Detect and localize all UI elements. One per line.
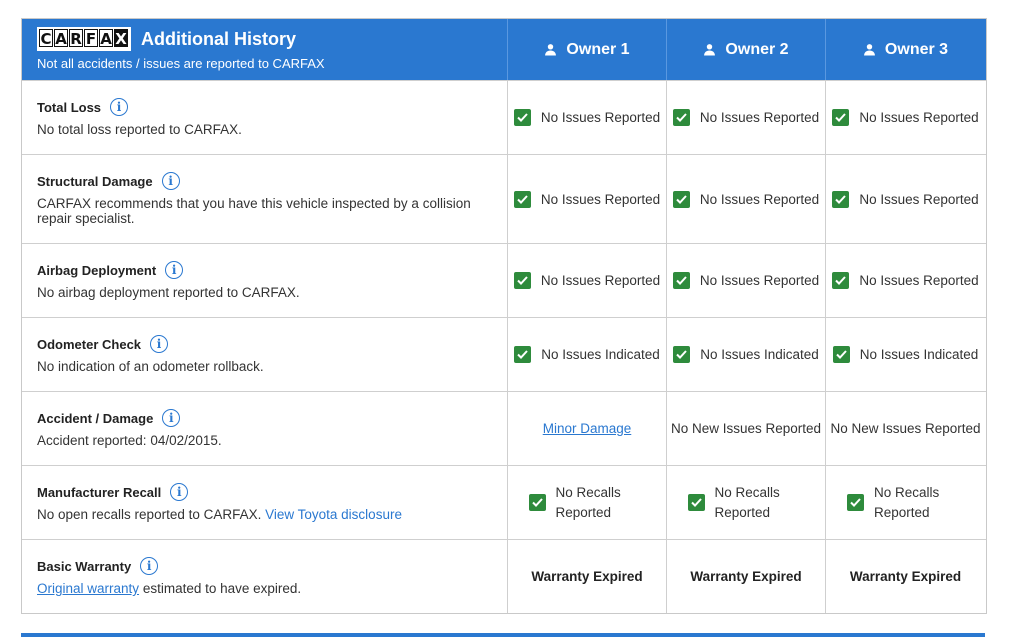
check-icon <box>673 346 690 363</box>
row-description: Accident reported: 04/02/2015. <box>37 433 222 448</box>
minor-damage-link[interactable]: Minor Damage <box>542 421 632 436</box>
check-icon <box>832 191 849 208</box>
row-title: Total Loss <box>37 99 102 115</box>
owner-cell: Warranty Expired <box>849 569 962 584</box>
owner-cell: Warranty Expired <box>667 540 826 613</box>
info-icon[interactable]: i <box>150 335 168 353</box>
check-icon <box>514 191 531 208</box>
owner-cell: No Issues Reported <box>826 244 985 317</box>
person-icon <box>863 43 876 56</box>
check-icon <box>832 272 849 289</box>
row-title: Airbag Deployment <box>37 262 157 278</box>
row-description: Original warranty estimated to have expired. <box>37 581 302 596</box>
person-icon <box>544 43 557 56</box>
check-icon <box>673 109 690 126</box>
owner-cell: No Issues Indicated <box>667 318 826 391</box>
table-row-odometer-check <box>22 317 986 391</box>
owner-cell: No Issues Reported <box>826 81 985 154</box>
info-icon[interactable]: i <box>165 261 183 279</box>
check-icon <box>514 109 531 126</box>
owner-cell: No Issues Reported <box>826 155 985 243</box>
table-row-airbag-deployment <box>22 243 986 317</box>
owner-cell: No Recalls Reported <box>508 466 667 539</box>
view-toyota-disclosure-link[interactable]: View Toyota disclosure <box>265 507 402 522</box>
info-icon[interactable]: i <box>162 409 180 427</box>
header-brand-cell <box>22 19 508 80</box>
next-section-header <box>21 633 985 637</box>
check-icon <box>514 346 531 363</box>
owner-2-header: Owner 2 <box>667 19 826 80</box>
owner-cell: No Recalls Reported <box>667 466 826 539</box>
row-description: No open recalls reported to CARFAX. View Toyota disclosure <box>37 507 402 522</box>
table-row-total-loss <box>22 80 986 154</box>
row-description: No indication of an odometer rollback. <box>37 359 264 374</box>
table-row-structural-damage <box>22 154 986 243</box>
row-description: No airbag deployment reported to CARFAX. <box>37 285 300 300</box>
owner-cell: No Issues Reported <box>508 81 667 154</box>
info-icon[interactable]: i <box>162 172 180 190</box>
owner-cell: No Issues Reported <box>667 81 826 154</box>
owner-cell: No New Issues Reported <box>830 421 981 436</box>
check-icon <box>673 272 690 289</box>
owner-cell: Warranty Expired <box>508 540 667 613</box>
owner-1-header: Owner 1 <box>508 19 667 80</box>
owner-cell: No Issues Indicated <box>826 318 985 391</box>
row-description: CARFAX recommends that you have this vehicle inspected by a collision repair specialist. <box>37 196 471 226</box>
person-icon <box>703 43 716 56</box>
owner-cell: No Issues Indicated <box>508 318 667 391</box>
row-title: Odometer Check <box>37 336 142 352</box>
row-description: No total loss reported to CARFAX. <box>37 122 242 137</box>
owner-cell: No Issues Reported <box>667 155 826 243</box>
owner-cell: No Issues Reported <box>508 244 667 317</box>
check-icon <box>673 191 690 208</box>
owner-cell: No New Issues Reported <box>667 392 826 465</box>
table-row-manufacturer-recall <box>22 465 986 539</box>
row-title: Manufacturer Recall <box>37 484 162 500</box>
owner-cell: No Issues Reported <box>508 155 667 243</box>
owner-cell: No Issues Reported <box>667 244 826 317</box>
table-row-basic-warranty <box>22 539 986 613</box>
table-header <box>22 19 986 80</box>
additional-history-table <box>21 18 987 614</box>
check-icon <box>832 109 849 126</box>
owner-cell <box>508 392 667 465</box>
table-row-accident-damage <box>22 391 986 465</box>
check-icon <box>847 494 864 511</box>
row-title: Structural Damage <box>37 173 153 189</box>
owner-3-header: Owner 3 <box>826 19 985 80</box>
original-warranty-link[interactable]: Original warranty <box>37 581 140 596</box>
check-icon <box>514 272 531 289</box>
header-subtitle: Not all accidents / issues are reported to CARFAX <box>37 56 325 71</box>
check-icon <box>688 494 705 511</box>
row-title: Accident / Damage <box>37 410 154 426</box>
check-icon <box>529 494 546 511</box>
carfax-logo: C A R F A X <box>37 27 131 51</box>
info-icon[interactable]: i <box>170 483 188 501</box>
check-icon <box>833 346 850 363</box>
info-icon[interactable]: i <box>140 557 158 575</box>
owner-cell: No Recalls Reported <box>826 466 985 539</box>
row-title: Basic Warranty <box>37 558 132 574</box>
header-title: Additional History <box>141 28 297 49</box>
info-icon[interactable]: i <box>110 98 128 116</box>
